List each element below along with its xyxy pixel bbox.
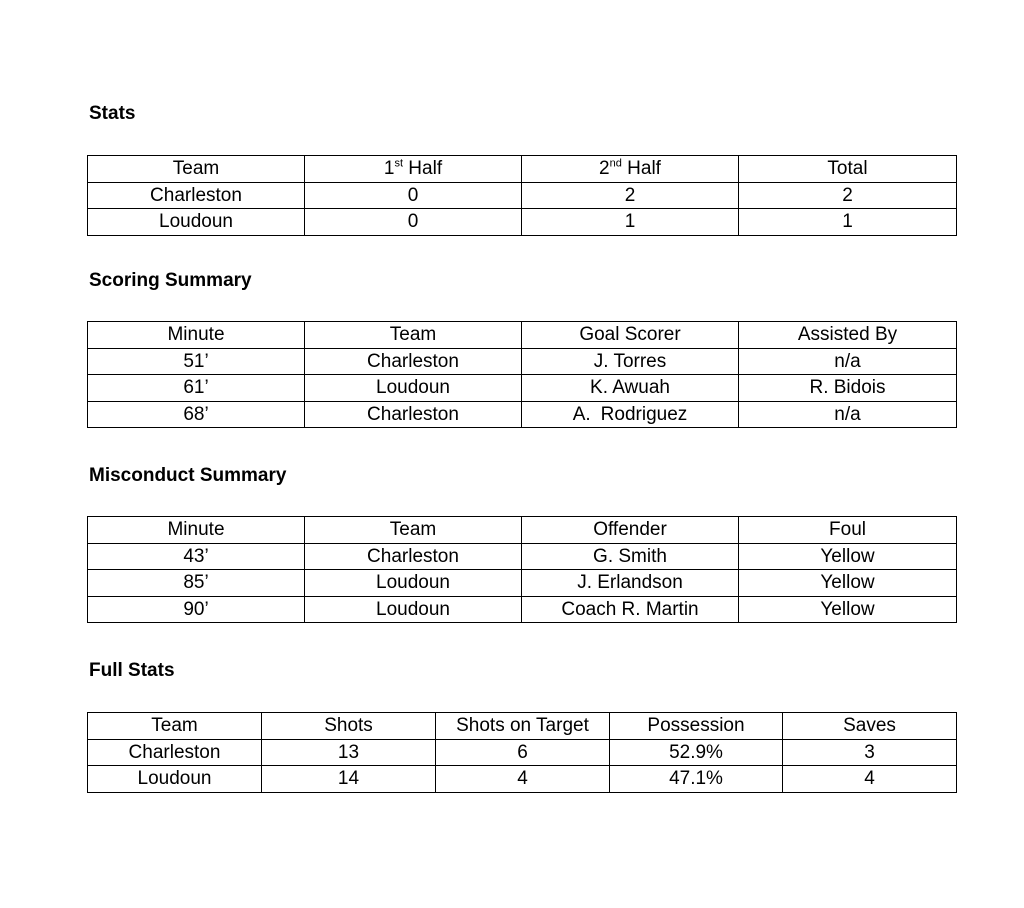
cell: 47.1% xyxy=(610,766,783,793)
header-cell: Goal Scorer xyxy=(522,322,739,349)
cell: n/a xyxy=(739,401,957,428)
full-stats-heading: Full Stats xyxy=(89,660,175,681)
table-header-row xyxy=(88,322,957,349)
cell: 61’ xyxy=(88,375,305,402)
header-cell: 1st Half xyxy=(305,156,522,183)
header-cell: Assisted By xyxy=(739,322,957,349)
cell: Loudoun xyxy=(88,766,262,793)
cell: 52.9% xyxy=(610,739,783,766)
cell: J. Torres xyxy=(522,348,739,375)
header-cell: Team xyxy=(88,713,262,740)
table-row xyxy=(88,739,957,766)
header-cell: Minute xyxy=(88,322,305,349)
cell: 2 xyxy=(739,182,957,209)
stats-heading: Stats xyxy=(89,103,136,124)
cell: Charleston xyxy=(88,739,262,766)
scoring-summary-heading: Scoring Summary xyxy=(89,270,252,291)
cell: 68’ xyxy=(88,401,305,428)
header-cell: Minute xyxy=(88,517,305,544)
header-cell: Total xyxy=(739,156,957,183)
cell: 0 xyxy=(305,209,522,236)
cell: 13 xyxy=(262,739,436,766)
cell: Coach R. Martin xyxy=(522,596,739,623)
cell: Loudoun xyxy=(305,596,522,623)
cell: K. Awuah xyxy=(522,375,739,402)
table-row xyxy=(88,766,957,793)
cell: 2 xyxy=(522,182,739,209)
cell: 1 xyxy=(522,209,739,236)
cell: Yellow xyxy=(739,543,957,570)
cell: 6 xyxy=(436,739,610,766)
cell: 3 xyxy=(783,739,957,766)
misconduct-summary-table xyxy=(87,516,957,623)
stats-table xyxy=(87,155,957,236)
cell: J. Erlandson xyxy=(522,570,739,597)
cell: R. Bidois xyxy=(739,375,957,402)
table-row xyxy=(88,401,957,428)
cell: 1 xyxy=(739,209,957,236)
table-row xyxy=(88,348,957,375)
table-row xyxy=(88,209,957,236)
cell: 0 xyxy=(305,182,522,209)
header-cell: Team xyxy=(305,322,522,349)
table-row xyxy=(88,596,957,623)
header-cell: 2nd Half xyxy=(522,156,739,183)
full-stats-table xyxy=(87,712,957,793)
table-row xyxy=(88,543,957,570)
header-cell: Shots xyxy=(262,713,436,740)
cell: Loudoun xyxy=(305,375,522,402)
cell: Charleston xyxy=(305,543,522,570)
cell: G. Smith xyxy=(522,543,739,570)
cell: Charleston xyxy=(305,348,522,375)
scoring-summary-table xyxy=(87,321,957,428)
cell: Loudoun xyxy=(88,209,305,236)
cell: 43’ xyxy=(88,543,305,570)
cell: 85’ xyxy=(88,570,305,597)
cell: n/a xyxy=(739,348,957,375)
header-cell: Team xyxy=(305,517,522,544)
table-row xyxy=(88,375,957,402)
header-cell: Team xyxy=(88,156,305,183)
header-cell: Offender xyxy=(522,517,739,544)
cell: Yellow xyxy=(739,570,957,597)
header-cell: Foul xyxy=(739,517,957,544)
header-cell: Possession xyxy=(610,713,783,740)
cell: Yellow xyxy=(739,596,957,623)
cell: Charleston xyxy=(305,401,522,428)
misconduct-summary-heading: Misconduct Summary xyxy=(89,465,287,486)
table-header-row xyxy=(88,517,957,544)
cell: Loudoun xyxy=(305,570,522,597)
cell: 4 xyxy=(436,766,610,793)
cell: 4 xyxy=(783,766,957,793)
cell: A. Rodriguez xyxy=(522,401,739,428)
cell: 90’ xyxy=(88,596,305,623)
header-cell: Saves xyxy=(783,713,957,740)
table-row xyxy=(88,182,957,209)
table-row xyxy=(88,570,957,597)
cell: Charleston xyxy=(88,182,305,209)
header-cell: Shots on Target xyxy=(436,713,610,740)
table-header-row xyxy=(88,713,957,740)
table-header-row xyxy=(88,156,957,183)
cell: 14 xyxy=(262,766,436,793)
cell: 51’ xyxy=(88,348,305,375)
